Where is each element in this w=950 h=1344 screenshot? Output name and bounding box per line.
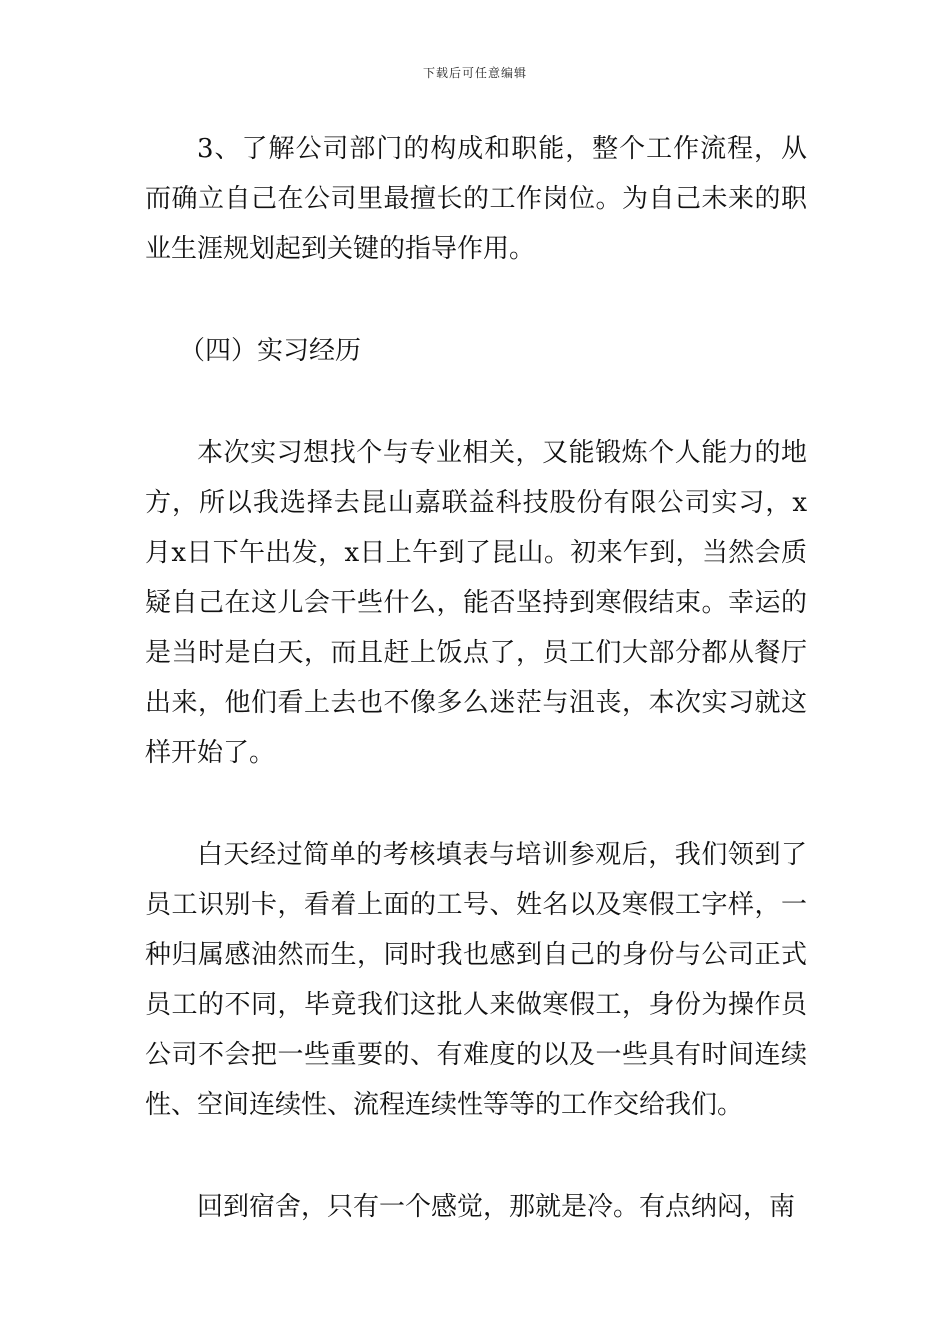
paragraph-arrival: 本次实习想找个与专业相关，又能锻炼个人能力的地方，所以我选择去昆山嘉联益科技股份有限公司实习，x月x日下午出发，x日上午到了昆山。初来乍到，当然会质疑自己在这儿会干些什么，能否坚持到寒假结束。幸运的是当时是白天，而且赶上饭点了，员工们大部分都从餐厅出来，他们看上去也不像多么迷茫与沮丧，本次实习就这样开始了。 (145, 438, 807, 768)
document-body (145, 124, 807, 1232)
paragraph-point-3: 3、了解公司部门的构成和职能，整个工作流程，从而确立自己在公司里最擅长的工作岗位。为自己未来的职业生涯规划起到关键的指导作用。 (145, 134, 807, 264)
paragraph-dormitory: 回到宿舍，只有一个感觉，那就是冷。有点纳闷，南 (197, 1192, 796, 1222)
page-header: 下载后可任意编辑 (422, 66, 527, 80)
paragraph-training: 白天经过简单的考核填表与培训参观后，我们领到了员工识别卡，看着上面的工号、姓名以及寒假工字样，一种归属感油然而生，同时我也感到自己的身份与公司正式员工的不同，毕竟我们这批人来做寒假工，身份为操作员公司不会把一些重要的、有难度的以及一些具有时间连续性、空间连续性、流程连续性等等的工作交给我们。 (145, 840, 807, 1120)
section-heading: （四）实习经历 (179, 336, 362, 366)
